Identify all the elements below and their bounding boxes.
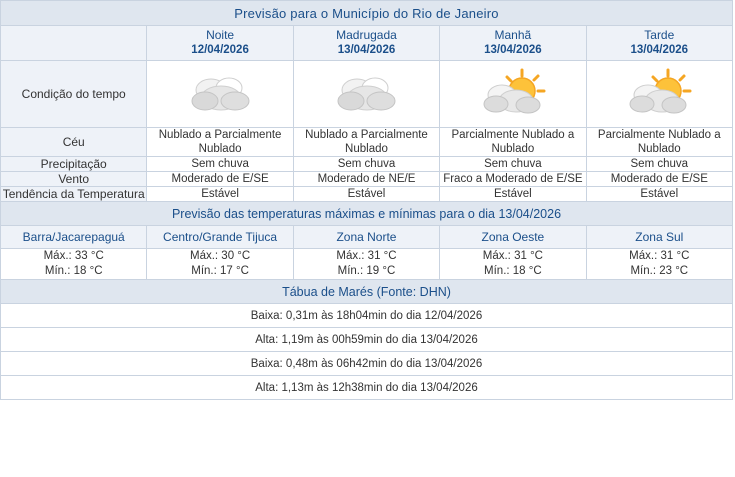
precipitation-value-tarde: Sem chuva (586, 157, 732, 172)
temp-min: Mín.: 17 °C (191, 265, 249, 277)
temp-min: Mín.: 23 °C (630, 265, 689, 277)
row-label-precipitacao: Precipitação (1, 157, 147, 172)
trend-value-tarde: Estável (586, 187, 732, 202)
sky-value-manha: Parcialmente Nublado a Nublado (440, 128, 586, 157)
temperature-section-title: Previsão das temperaturas máximas e mínimas para o dia 13/04/2026 (1, 202, 733, 226)
temperature-barra (1, 249, 147, 280)
tide-row-1 (1, 304, 733, 328)
region-header-row (1, 226, 733, 249)
tide-section-row (1, 280, 733, 304)
temp-min: Mín.: 18 °C (44, 265, 103, 277)
region-header-zona-oeste: Zona Oeste (440, 226, 586, 249)
condition-cell-tarde (586, 61, 732, 128)
temperature-trend-row (1, 187, 733, 202)
region-header-zona-norte: Zona Norte (293, 226, 439, 249)
period-date: 13/04/2026 (630, 44, 689, 56)
tide-entry: Alta: 1,13m às 12h38min do dia 13/04/2026 (1, 376, 733, 400)
period-header-row (1, 26, 733, 61)
period-name: Madrugada (336, 28, 397, 42)
trend-value-madrugada: Estável (293, 187, 439, 202)
temp-max: Máx.: 30 °C (189, 250, 251, 262)
cloudy-icon (294, 63, 439, 125)
period-header-manha (440, 26, 586, 61)
period-date: 13/04/2026 (484, 44, 542, 56)
wind-value-madrugada: Moderado de NE/E (293, 172, 439, 187)
tide-section-title: Tábua de Marés (Fonte: DHN) (1, 280, 733, 304)
period-name: Noite (206, 28, 235, 42)
wind-value-manha: Fraco a Moderado de E/SE (440, 172, 586, 187)
temp-min: Mín.: 18 °C (484, 265, 542, 277)
period-date: 12/04/2026 (191, 44, 249, 56)
corner-blank (1, 26, 147, 61)
sun-behind-cloud-icon (440, 63, 585, 125)
region-header-barra: Barra/Jacarepaguá (1, 226, 147, 249)
precipitation-row (1, 157, 733, 172)
condition-cell-madrugada (293, 61, 439, 128)
period-header-tarde (586, 26, 732, 61)
tide-row-4 (1, 376, 733, 400)
period-header-noite (147, 26, 293, 61)
temperature-centro (147, 249, 293, 280)
tide-row-2 (1, 328, 733, 352)
title-row (1, 1, 733, 26)
precipitation-value-manha: Sem chuva (440, 157, 586, 172)
period-header-madrugada (293, 26, 439, 61)
region-header-centro: Centro/Grande Tijuca (147, 226, 293, 249)
trend-value-noite: Estável (147, 187, 293, 202)
temperature-section-row (1, 202, 733, 226)
row-label-ceu: Céu (1, 128, 147, 157)
temp-max: Máx.: 31 °C (482, 250, 543, 262)
temperature-zona-norte (293, 249, 439, 280)
cloudy-icon (147, 63, 292, 125)
condition-row (1, 61, 733, 128)
trend-value-manha: Estável (440, 187, 586, 202)
tide-entry: Alta: 1,19m às 00h59min do dia 13/04/2026 (1, 328, 733, 352)
page-title: Previsão para o Município do Rio de Janeiro (1, 1, 733, 26)
sky-value-noite: Nublado a Parcialmente Nublado (147, 128, 293, 157)
row-label-vento: Vento (1, 172, 147, 187)
condition-cell-manha (440, 61, 586, 128)
wind-value-noite: Moderado de E/SE (147, 172, 293, 187)
tide-entry: Baixa: 0,31m às 18h04min do dia 12/04/2026 (1, 304, 733, 328)
period-date: 13/04/2026 (337, 44, 396, 56)
sun-behind-cloud-icon (587, 63, 732, 125)
temperature-zona-oeste (440, 249, 586, 280)
wind-row (1, 172, 733, 187)
region-header-zona-sul: Zona Sul (586, 226, 732, 249)
sky-value-madrugada: Nublado a Parcialmente Nublado (293, 128, 439, 157)
temp-max: Máx.: 31 °C (336, 250, 397, 262)
precipitation-value-noite: Sem chuva (147, 157, 293, 172)
sky-row (1, 128, 733, 157)
condition-cell-noite (147, 61, 293, 128)
tide-row-3 (1, 352, 733, 376)
temp-max: Máx.: 33 °C (43, 250, 104, 262)
tide-entry: Baixa: 0,48m às 06h42min do dia 13/04/2026 (1, 352, 733, 376)
row-label-tendencia: Tendência da Temperatura (1, 187, 147, 202)
period-name: Manhã (494, 28, 532, 42)
temperature-zona-sul (586, 249, 732, 280)
region-temperature-row (1, 249, 733, 280)
sky-value-tarde: Parcialmente Nublado a Nublado (586, 128, 732, 157)
temp-min: Mín.: 19 °C (337, 265, 396, 277)
period-name: Tarde (644, 28, 675, 42)
temp-max: Máx.: 31 °C (629, 250, 690, 262)
wind-value-tarde: Moderado de E/SE (586, 172, 732, 187)
precipitation-value-madrugada: Sem chuva (293, 157, 439, 172)
row-label-condicao: Condição do tempo (1, 61, 147, 128)
